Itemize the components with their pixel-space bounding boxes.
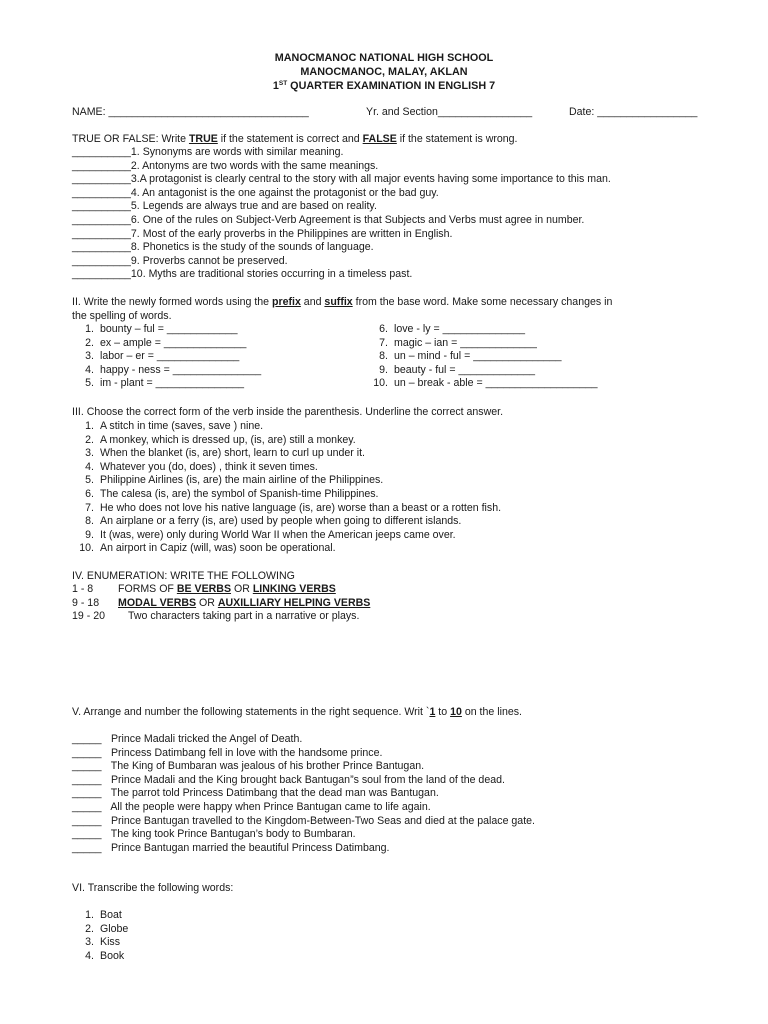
verb-item[interactable] xyxy=(72,420,263,432)
sequence-item[interactable] xyxy=(72,815,535,827)
item-text: Boat xyxy=(100,909,122,921)
true-false-item[interactable]: __________7. Most of the early proverbs in the Philippines are written in English. xyxy=(72,227,453,240)
answer-blank[interactable]: _____ xyxy=(72,733,102,745)
item-number: 2. xyxy=(85,922,94,935)
item-text: love - ly = ______________ xyxy=(394,323,526,335)
verb-item[interactable] xyxy=(72,529,456,541)
item-text: It (was, were) only during World War II when the American jeeps came over. xyxy=(100,528,456,541)
item-number: 2. xyxy=(85,433,94,446)
item-number: 7. xyxy=(85,501,94,514)
answer-blank[interactable]: _____ xyxy=(72,814,102,827)
item-number: 8. xyxy=(379,350,388,363)
item-text: When the blanket (is, are) short, learn to curl up under it. xyxy=(100,447,365,460)
transcribe-item xyxy=(72,909,122,921)
verb-item[interactable] xyxy=(72,434,356,446)
answer-blank[interactable]: _____ xyxy=(72,828,102,841)
item-text: A stitch in time (saves, save ) nine. xyxy=(100,420,264,432)
part2-instructions-line2: the spelling of words. xyxy=(72,310,172,322)
affix-item[interactable] xyxy=(72,377,244,389)
item-number: 5. xyxy=(85,474,94,487)
verb-item[interactable] xyxy=(72,461,318,473)
name-field[interactable]: NAME: __________________________________ xyxy=(72,106,309,118)
item-text: Whatever you (do, does) , think it seven times. xyxy=(100,460,318,473)
verb-item[interactable] xyxy=(72,447,365,459)
item-text: Globe xyxy=(100,922,129,935)
affix-item[interactable] xyxy=(362,364,535,376)
true-false-item[interactable]: __________3.A protagonist is clearly central to the story with all major events having some importance to this man. xyxy=(72,173,611,186)
item-text: bounty – ful = ____________ xyxy=(100,323,238,335)
answer-blank[interactable]: _____ xyxy=(72,746,102,759)
affix-item[interactable] xyxy=(362,323,525,335)
item-number: 2. xyxy=(85,336,94,349)
item-text: Philippine Airlines (is, are) the main airline of the Philippines. xyxy=(100,474,384,487)
answer-blank[interactable]: _____ xyxy=(72,787,102,800)
part2-instructions: II. Write the newly formed words using the prefix and suffix from the base word. Make some necessary changes in xyxy=(72,296,613,308)
sequence-item[interactable] xyxy=(72,733,302,745)
item-text: Prince Madali and the King brought back Bantugan”s soul from the land of the dead. xyxy=(110,773,505,786)
affix-item[interactable] xyxy=(72,364,261,376)
item-text: magic – ian = _____________ xyxy=(394,336,537,349)
part6-instructions: VI. Transcribe the following words: xyxy=(72,882,234,894)
item-text: Prince Bantugan travelled to the Kingdom-Between-Two Seas and died at the palace gate. xyxy=(110,814,535,827)
item-number: 4. xyxy=(85,949,94,962)
part5-instructions: V. Arrange and number the following statements in the right sequence. Writ `1 to 10 on the lines. xyxy=(72,706,522,718)
transcribe-item xyxy=(72,950,124,962)
true-false-item[interactable]: __________1. Synonyms are words with similar meaning. xyxy=(72,146,344,158)
sequence-item[interactable] xyxy=(72,760,424,772)
sequence-item[interactable] xyxy=(72,842,389,854)
sequence-item[interactable] xyxy=(72,774,505,786)
exam-title: 1ST QUARTER EXAMINATION IN ENGLISH 7 xyxy=(272,80,496,92)
item-text: The calesa (is, are) the symbol of Spanish-time Philippines. xyxy=(100,488,379,500)
item-number: 1. xyxy=(85,420,94,432)
item-number: 3. xyxy=(85,350,94,363)
item-text: happy - ness = _______________ xyxy=(100,363,262,376)
part4-instructions: IV. ENUMERATION: WRITE THE FOLLOWING xyxy=(72,570,295,582)
item-text: Kiss xyxy=(100,936,121,949)
item-text: He who does not love his native language (is, are) worse than a beast or a rotten fish. xyxy=(100,501,502,514)
item-text: im - plant = _______________ xyxy=(100,377,245,390)
item-text: Princess Datimbang fell in love with the handsome prince. xyxy=(110,746,383,759)
verb-item[interactable] xyxy=(72,474,383,486)
sequence-item[interactable] xyxy=(72,747,382,759)
item-number: 4. xyxy=(85,363,94,376)
item-number: 10. xyxy=(79,542,94,555)
item-number: 10. xyxy=(373,377,388,390)
verb-item[interactable] xyxy=(72,542,336,554)
sequence-item[interactable] xyxy=(72,801,431,813)
section-field[interactable]: Yr. and Section________________ xyxy=(366,106,533,118)
affix-item[interactable] xyxy=(362,337,537,349)
item-text: ex – ample = ______________ xyxy=(100,336,247,349)
true-false-item[interactable]: __________4. An antagonist is the one against the protagonist or the bad guy. xyxy=(72,186,439,199)
answer-blank[interactable]: _____ xyxy=(72,841,102,854)
item-number: 5. xyxy=(85,377,94,390)
item-text: The King of Bumbaran was jealous of his brother Prince Bantugan. xyxy=(110,760,425,773)
item-number: 3. xyxy=(85,447,94,460)
item-number: 7. xyxy=(379,336,388,349)
item-text: Book xyxy=(100,949,125,962)
verb-item[interactable] xyxy=(72,515,461,527)
true-false-item[interactable]: __________5. Legends are always true and are based on reality. xyxy=(72,200,377,213)
item-number: 1. xyxy=(85,909,94,921)
true-false-item[interactable]: __________10. Myths are traditional stories occurring in a timeless past. xyxy=(72,268,413,281)
part1-instructions: TRUE OR FALSE: Write TRUE if the statement is correct and FALSE if the statement is wrong. xyxy=(72,133,518,145)
item-number: 4. xyxy=(85,460,94,473)
part4-line2: 9 - 18 MODAL VERBS OR AUXILLIARY HELPING VERBS xyxy=(72,597,371,609)
part4-line1: 1 - 8 FORMS OF BE VERBS OR LINKING VERBS xyxy=(72,583,336,595)
item-text: The king took Prince Bantugan’s body to Bumbaran. xyxy=(110,828,356,841)
item-text: labor – er = ______________ xyxy=(100,350,240,363)
true-false-item[interactable]: __________6. One of the rules on Subject-Verb Agreement is that Subjects and Verbs must agree in number. xyxy=(72,214,585,226)
item-number: 6. xyxy=(379,323,388,335)
school-location: MANOCMANOC, MALAY, AKLAN xyxy=(300,66,468,78)
item-number: 3. xyxy=(85,936,94,949)
item-text: beauty - ful = _____________ xyxy=(394,363,536,376)
item-text: A monkey, which is dressed up, (is, are) still a monkey. xyxy=(100,433,356,446)
item-text: All the people were happy when Prince Bantugan came to life again. xyxy=(110,801,431,813)
item-number: 1. xyxy=(85,323,94,335)
affix-item[interactable] xyxy=(72,337,246,349)
item-number: 9. xyxy=(379,363,388,376)
verb-item[interactable] xyxy=(72,502,501,514)
item-text: un – break - able = ___________________ xyxy=(394,377,598,390)
verb-item[interactable] xyxy=(72,488,379,500)
transcribe-item xyxy=(72,936,120,948)
affix-item[interactable] xyxy=(72,323,238,335)
date-field[interactable]: Date: _________________ xyxy=(569,106,698,118)
item-text: Prince Madali tricked the Angel of Death. xyxy=(110,733,303,745)
item-text: un – mind - ful = _______________ xyxy=(394,350,562,363)
item-number: 8. xyxy=(85,515,94,528)
part4-line3: 19 - 20 Two characters taking part in a narrative or plays. xyxy=(72,610,360,622)
answer-blank[interactable]: _____ xyxy=(72,760,102,773)
item-text: The parrot told Princess Datimbang that the dead man was Bantugan. xyxy=(110,787,439,800)
answer-blank[interactable]: _____ xyxy=(72,773,102,786)
sequence-item[interactable] xyxy=(72,828,356,840)
school-name: MANOCMANOC NATIONAL HIGH SCHOOL xyxy=(274,52,494,64)
affix-item[interactable] xyxy=(362,350,562,362)
item-text: An airplane or a ferry (is, are) used by people when going to different islands. xyxy=(100,515,462,528)
item-text: An airport in Capiz (will, was) soon be operational. xyxy=(100,542,336,555)
sequence-item[interactable] xyxy=(72,787,439,799)
item-number: 9. xyxy=(85,528,94,541)
affix-item[interactable] xyxy=(362,377,598,389)
true-false-item[interactable]: __________9. Proverbs cannot be preserved. xyxy=(72,254,288,267)
answer-blank[interactable]: _____ xyxy=(72,801,102,813)
part3-instructions: III. Choose the correct form of the verb inside the parenthesis. Underline the correct answer. xyxy=(72,406,504,418)
true-false-item[interactable]: __________8. Phonetics is the study of the sounds of language. xyxy=(72,241,374,254)
item-text: Prince Bantugan married the beautiful Princess Datimbang. xyxy=(110,841,390,854)
transcribe-item xyxy=(72,923,128,935)
true-false-item[interactable]: __________2. Antonyms are two words with the same meanings. xyxy=(72,159,379,172)
affix-item[interactable] xyxy=(72,350,239,362)
item-number: 6. xyxy=(85,488,94,500)
